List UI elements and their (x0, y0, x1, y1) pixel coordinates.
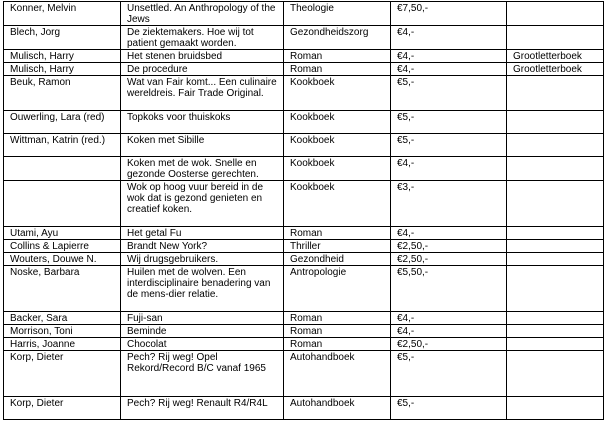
title-cell: Beminde (121, 325, 284, 338)
price-cell: €4,- (391, 26, 507, 50)
genre-cell: Roman (284, 338, 391, 351)
author-cell: Wouters, Douwe N. (4, 253, 121, 266)
table-row (4, 134, 604, 157)
table-row (4, 325, 604, 338)
genre-cell: Kookboek (284, 157, 391, 181)
title-cell: Wok op hoog vuur bereid in de wok dat is gezond genieten en creatief koken. (121, 181, 284, 227)
author-cell (4, 181, 121, 227)
price-cell: €4,- (391, 312, 507, 325)
genre-cell: Theologie (284, 2, 391, 26)
note-cell (507, 253, 604, 266)
note-cell (507, 338, 604, 351)
note-cell (507, 76, 604, 111)
price-cell: €5,- (391, 397, 507, 420)
price-cell: €4,- (391, 325, 507, 338)
price-cell: €3,- (391, 181, 507, 227)
genre-cell: Kookboek (284, 181, 391, 227)
title-cell: Pech? Rij weg! Renault R4/R4L (121, 397, 284, 420)
note-cell (507, 351, 604, 397)
title-cell: Het getal Fu (121, 227, 284, 240)
table-row (4, 253, 604, 266)
table-row (4, 63, 604, 76)
table-row (4, 240, 604, 253)
table-row (4, 157, 604, 181)
author-cell (4, 157, 121, 181)
genre-cell: Autohandboek (284, 351, 391, 397)
table-row (4, 76, 604, 111)
author-cell: Utami, Ayu (4, 227, 121, 240)
genre-cell: Roman (284, 227, 391, 240)
price-cell: €4,- (391, 157, 507, 181)
title-cell: Wij drugsgebruikers. (121, 253, 284, 266)
author-cell: Konner, Melvin (4, 2, 121, 26)
author-cell: Collins & Lapierre (4, 240, 121, 253)
author-cell: Korp, Dieter (4, 397, 121, 420)
title-cell: Koken met de wok. Snelle en gezonde Oosterse gerechten. (121, 157, 284, 181)
note-cell (507, 134, 604, 157)
price-cell: €5,- (391, 76, 507, 111)
price-cell: €7,50,- (391, 2, 507, 26)
title-cell: De procedure (121, 63, 284, 76)
title-cell: Het stenen bruidsbed (121, 50, 284, 63)
author-cell: Ouwerling, Lara (red) (4, 111, 121, 134)
table-row (4, 181, 604, 227)
note-cell (507, 240, 604, 253)
title-cell: Huilen met de wolven. Een interdisciplinaire benadering van de mens-dier relatie. (121, 266, 284, 312)
price-cell: €5,- (391, 351, 507, 397)
genre-cell: Autohandboek (284, 397, 391, 420)
table-row (4, 50, 604, 63)
note-cell (507, 2, 604, 26)
title-cell: Fuji-san (121, 312, 284, 325)
title-cell: Brandt New York? (121, 240, 284, 253)
book-table (3, 1, 604, 420)
note-cell (507, 312, 604, 325)
author-cell: Mulisch, Harry (4, 50, 121, 63)
genre-cell: Kookboek (284, 76, 391, 111)
author-cell: Backer, Sara (4, 312, 121, 325)
table-row (4, 227, 604, 240)
note-cell: Grootletterboek (507, 63, 604, 76)
note-cell (507, 227, 604, 240)
note-cell (507, 325, 604, 338)
table-row (4, 312, 604, 325)
title-cell: De ziektemakers. Hoe wij tot patient gemaakt worden. (121, 26, 284, 50)
table-row (4, 338, 604, 351)
genre-cell: Kookboek (284, 134, 391, 157)
table-row (4, 266, 604, 312)
note-cell (507, 181, 604, 227)
title-cell: Chocolat (121, 338, 284, 351)
author-cell: Korp, Dieter (4, 351, 121, 397)
table-row (4, 397, 604, 420)
note-cell (507, 26, 604, 50)
title-cell: Unsettled. An Anthropology of the Jews (121, 2, 284, 26)
price-cell: €2,50,- (391, 253, 507, 266)
price-cell: €4,- (391, 63, 507, 76)
author-cell: Morrison, Toni (4, 325, 121, 338)
price-cell: €4,- (391, 227, 507, 240)
price-cell: €4,- (391, 50, 507, 63)
price-cell: €5,50,- (391, 266, 507, 312)
book-list-sheet (3, 1, 604, 420)
title-cell: Wat van Fair komt... Een culinaire wereldreis. Fair Trade Original. (121, 76, 284, 111)
author-cell: Noske, Barbara (4, 266, 121, 312)
title-cell: Topkoks voor thuiskoks (121, 111, 284, 134)
table-row (4, 351, 604, 397)
table-row (4, 111, 604, 134)
title-cell: Koken met Sibille (121, 134, 284, 157)
note-cell (507, 266, 604, 312)
price-cell: €5,- (391, 111, 507, 134)
table-row (4, 2, 604, 26)
price-cell: €2,50,- (391, 338, 507, 351)
price-cell: €2,50,- (391, 240, 507, 253)
table-row (4, 26, 604, 50)
genre-cell: Roman (284, 312, 391, 325)
author-cell: Mulisch, Harry (4, 63, 121, 76)
title-cell: Pech? Rij weg! Opel Rekord/Record B/C vanaf 1965 (121, 351, 284, 397)
genre-cell: Kookboek (284, 111, 391, 134)
author-cell: Blech, Jorg (4, 26, 121, 50)
genre-cell: Antropologie (284, 266, 391, 312)
note-cell (507, 111, 604, 134)
genre-cell: Roman (284, 63, 391, 76)
author-cell: Beuk, Ramon (4, 76, 121, 111)
note-cell (507, 157, 604, 181)
genre-cell: Thriller (284, 240, 391, 253)
genre-cell: Gezondheidszorg (284, 26, 391, 50)
genre-cell: Gezondheid (284, 253, 391, 266)
note-cell (507, 397, 604, 420)
author-cell: Wittman, Katrin (red.) (4, 134, 121, 157)
genre-cell: Roman (284, 50, 391, 63)
author-cell: Harris, Joanne (4, 338, 121, 351)
note-cell: Grootletterboek (507, 50, 604, 63)
price-cell: €5,- (391, 134, 507, 157)
genre-cell: Roman (284, 325, 391, 338)
